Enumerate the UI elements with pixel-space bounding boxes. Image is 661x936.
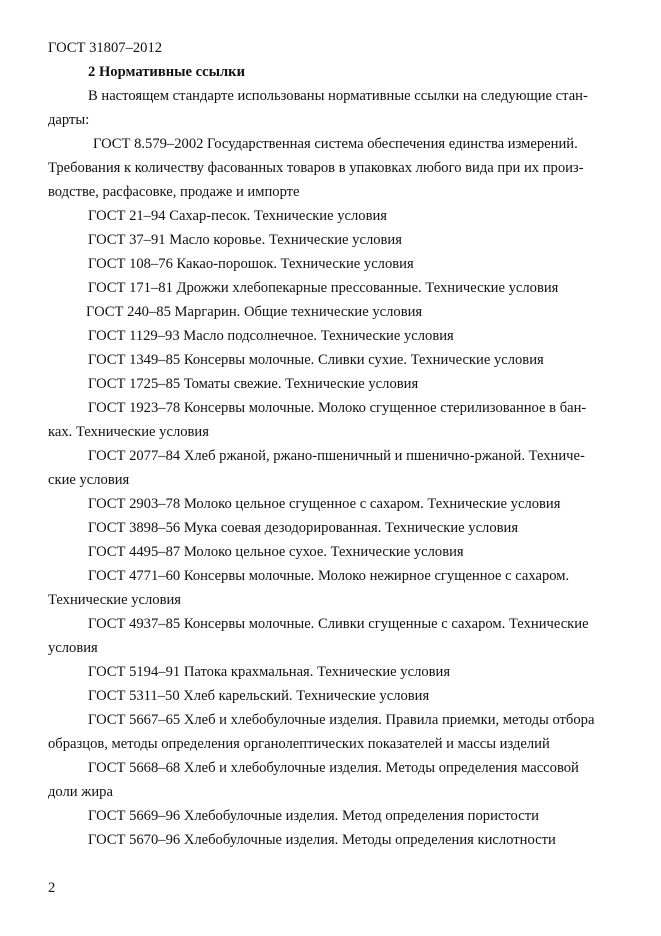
- references-body: [48, 84, 622, 852]
- reference-line: ГОСТ 108–76 Какао-порошок. Технические условия: [88, 256, 414, 272]
- reference-line: ГОСТ 37–91 Масло коровье. Технические условия: [88, 232, 402, 248]
- reference-line: Требования к количеству фасованных товаров в упаковках любого вида при их произ-: [48, 160, 584, 176]
- reference-line: ГОСТ 5667–65 Хлеб и хлебобулочные изделия. Правила приемки, методы отбора: [88, 712, 595, 728]
- reference-line: ГОСТ 5194–91 Патока крахмальная. Технические условия: [88, 664, 451, 680]
- reference-line: ГОСТ 5670–96 Хлебобулочные изделия. Методы определения кислотности: [88, 832, 556, 848]
- intro-line: дарты:: [48, 112, 90, 128]
- page-number: 2: [48, 880, 56, 896]
- section-title: 2 Нормативные ссылки: [88, 64, 245, 80]
- reference-line: водстве, расфасовке, продаже и импорте: [48, 184, 300, 200]
- reference-line: ГОСТ 4771–60 Консервы молочные. Молоко нежирное сгущенное с сахаром.: [88, 568, 570, 584]
- reference-line: ГОСТ 1725–85 Томаты свежие. Технические условия: [88, 376, 419, 392]
- reference-line: ГОСТ 8.579–2002 Государственная система обеспечения единства измерений.: [93, 136, 578, 152]
- reference-line: ГОСТ 1923–78 Консервы молочные. Молоко сгущенное стерилизованное в бан-: [88, 400, 587, 416]
- reference-line: ГОСТ 2077–84 Хлеб ржаной, ржано-пшеничный и пшенично-ржаной. Техниче-: [88, 448, 585, 464]
- reference-line: Технические условия: [48, 592, 182, 608]
- intro-line: В настоящем стандарте использованы нормативные ссылки на следующие стан-: [88, 88, 588, 104]
- reference-line: ках. Технические условия: [48, 424, 209, 440]
- reference-line: ГОСТ 3898–56 Мука соевая дезодорированная. Технические условия: [88, 520, 519, 536]
- reference-line: ские условия: [48, 472, 130, 488]
- reference-line: ГОСТ 4495–87 Молоко цельное сухое. Технические условия: [88, 544, 464, 560]
- reference-line: ГОСТ 2903–78 Молоко цельное сгущенное с сахаром. Технические условия: [88, 496, 561, 512]
- document-header: ГОСТ 31807–2012: [48, 40, 163, 56]
- reference-line: ГОСТ 5669–96 Хлебобулочные изделия. Метод определения пористости: [88, 808, 539, 824]
- reference-line: ГОСТ 240–85 Маргарин. Общие технические условия: [86, 304, 423, 320]
- reference-line: ГОСТ 171–81 Дрожжи хлебопекарные прессованные. Технические условия: [88, 280, 559, 296]
- reference-line: ГОСТ 5668–68 Хлеб и хлебобулочные изделия. Методы определения массовой: [88, 760, 579, 776]
- reference-line: образцов, методы определения органолептических показателей и массы изделий: [48, 736, 550, 752]
- reference-line: ГОСТ 21–94 Сахар-песок. Технические условия: [88, 208, 387, 224]
- reference-line: ГОСТ 1349–85 Консервы молочные. Сливки сухие. Технические условия: [88, 352, 544, 368]
- reference-line: условия: [48, 640, 98, 656]
- reference-line: доли жира: [48, 784, 113, 800]
- reference-line: ГОСТ 1129–93 Масло подсолнечное. Технические условия: [88, 328, 454, 344]
- reference-line: ГОСТ 5311–50 Хлеб карельский. Технические условия: [88, 688, 430, 704]
- reference-line: ГОСТ 4937–85 Консервы молочные. Сливки сгущенные с сахаром. Технические: [88, 616, 589, 632]
